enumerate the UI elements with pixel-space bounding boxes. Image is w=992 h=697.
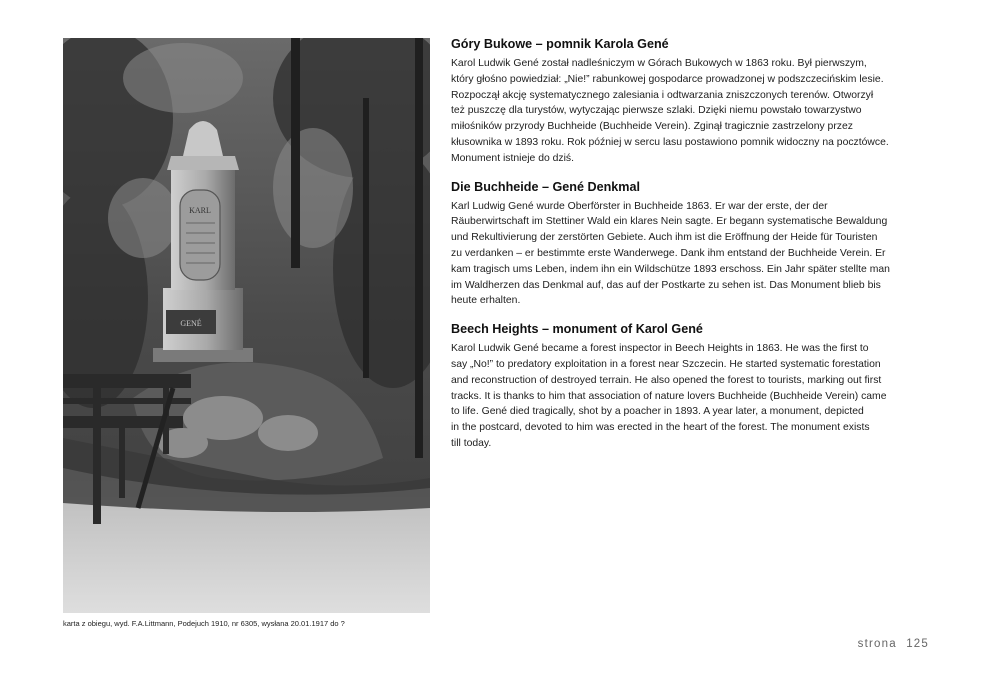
section-title: Beech Heights – monument of Karol Gené xyxy=(451,322,703,337)
postcard-photo xyxy=(63,38,430,613)
page-label: strona xyxy=(857,638,897,650)
section-body: Karol Ludwik Gené został nadleśniczym w Górach Bukowych w 1863 roku. Był pierwszym, który głośno powiedział: „Nie!” rabunkowej gospodarce prowadzonej w podszczecińskim lesie. Rozpoczął akcję systematycznego zalesiania i odtwarzania zniszczonych terenów. Otworzył też puszczę dla turystów, wytyczając pierwsze szlaki. Dzięki niemu powstało towarzystwo miłośników przyrody Buchheide (Buchheide Verein). Zginął tragicznie zastrzelony przez kłusownika w 1893 roku. Rok później w sercu lasu postawiono pomnik widoczny na pocztówce. Monument istnieje do dziś. xyxy=(451,58,889,164)
section-title: Die Buchheide – Gené Denkmal xyxy=(451,179,640,194)
section-english xyxy=(451,321,941,452)
section-body: Karol Ludwik Gené became a forest inspector in Beech Heights in 1863. He was the first to say „No!” to predatory exploitation in a forest near Szczecin. He started systematic forestation and reconstruction of destroyed terrain. He also opened the forest to tourists, marking out first tracks. It is thanks to him that association of nature lovers Buchheide (Buchheide Verein) came to life. Gené died tragically, shot by a poacher in 1893. A year later, a monument, depicted in the postcard, devoted to him was erected in the heart of the forest. The monument exists till today. xyxy=(451,343,887,449)
section-title: Góry Bukowe – pomnik Karola Gené xyxy=(451,37,669,51)
monument-inscription-text: KARL xyxy=(189,206,211,215)
page-number-value: 125 xyxy=(906,638,929,650)
text-column xyxy=(451,36,941,464)
section-polish xyxy=(451,36,941,167)
page-number xyxy=(858,638,929,650)
section-german xyxy=(451,179,941,310)
monument-plaque-text: GENÉ xyxy=(180,319,202,328)
section-body: Karl Ludwig Gené wurde Oberförster in Buchheide 1863. Er war der erste, der der Räuberwirtschaft im Stettiner Wald ein klares Nein sagte. Er begann systematische Bewaldung und Rekultivierung der zerstörten Gebiete. Auch ihm ist die Eröffnung der Heide für Touristen zu verdanken – er bestimmte erste Wanderwege. Dank ihm entstand der Buchheide Verein. Er kam tragisch ums Leben, indem ihn ein Wildschütze 1893 erschoss. Ein Jahr später stellte man im Waldherzen das Denkmal auf, das auf der Postkarte zu sehen ist. Das Monument blieb bis heute erhalten. xyxy=(451,200,890,307)
photo-caption: karta z obiegu, wyd. F.A.Littmann, Podejuch 1910, nr 6305, wysłana 20.01.1917 do ? xyxy=(63,619,345,628)
